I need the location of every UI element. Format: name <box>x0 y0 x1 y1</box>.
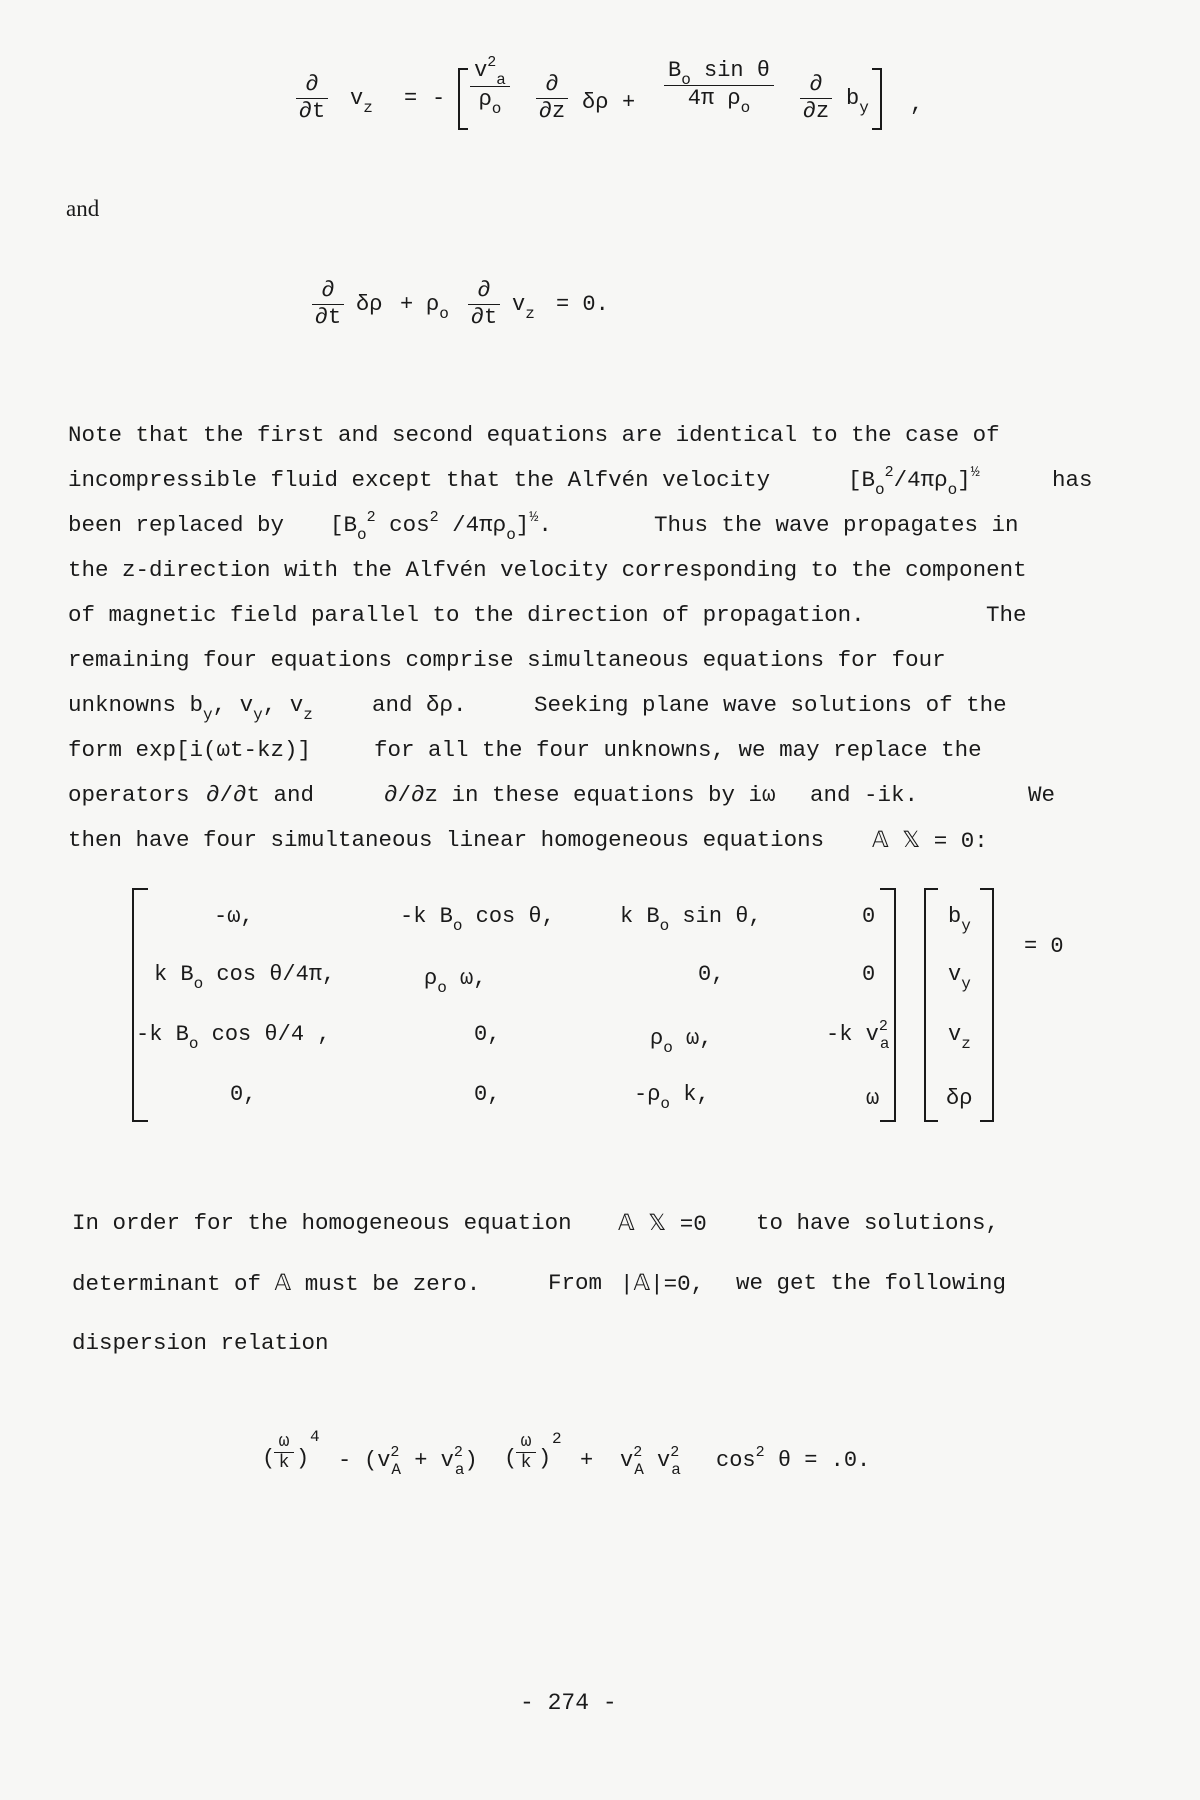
left-bracket <box>458 68 468 130</box>
omega-over-k-2: $\frac{\omega}{k}$ <box>516 1432 536 1473</box>
matrix-cell: 0, <box>474 1082 501 1107</box>
alfven-density-fraction: $\frac{v^2_a}{\rho_o}$ <box>470 58 510 114</box>
trailing-comma: , <box>910 92 924 117</box>
equals-zero: = 0. <box>556 292 609 317</box>
partial-z-fraction-2: ∂ ∂z <box>800 72 832 125</box>
vector-right-bracket <box>980 888 994 1122</box>
matrix-cell: -ω, <box>214 904 254 929</box>
alfven-product: $v^2_A$ $v^2_a$ <box>620 1444 681 1479</box>
matrix-cell: 0, <box>698 962 725 987</box>
field-by: $b_y$ <box>846 86 869 117</box>
right-bracket <box>872 68 882 130</box>
cos-squared-theta: $\cos^2 \theta = .0$. <box>716 1444 871 1473</box>
lhs-velocity: $v_z$ <box>350 86 373 117</box>
matrix-cell: k $B_o$ cos θ/4π, <box>154 962 336 993</box>
matrix-rhs: = 0 <box>1024 934 1064 959</box>
density-perturbation: δρ <box>582 90 609 115</box>
page-number: - 274 - <box>520 1690 617 1716</box>
matrix-cell: ω <box>866 1086 880 1111</box>
vector-entry: $v_y$ <box>948 962 971 993</box>
matrix-cell: $\rho_o$ ω, <box>424 966 487 997</box>
partial-t-fraction: ∂ ∂t <box>312 278 344 331</box>
vector-left-bracket <box>924 888 938 1122</box>
matrix-right-bracket <box>880 888 896 1122</box>
partial-t-fraction: ∂ ∂t <box>296 72 328 125</box>
equals-sign: = <box>404 86 418 111</box>
rho-zero: $\rho_o$ <box>426 292 449 323</box>
partial-t-fraction-2: ∂ ∂t <box>468 278 500 331</box>
matrix-cell: -k $v^2_a$ <box>826 1018 890 1053</box>
document-page: ∂ ∂t $v_z$ = - $\frac{v^2_a}{\rho_o}$ ∂ ∂z δρ + $\frac{B_o \sin \theta}{4\pi \rho_o}$ ∂ ∂z $b_y$ , and ∂ ∂t δρ + $\rho_o$ ∂ ∂t $v_z$ = 0. Note that the first and second equations are identical to the case of incompressible fluid except that the Alfvén velocity $[B_o^2/4\pi\rho_o]^{\frac{1}{2}}$ has been replaced by [$B_o^2$ $\cos^2 /4\pi\rho_o]^{\frac{1}{2}}$. Thus the wave propagates in the z-direction with the Alfvén velocity corresponding to the component of magnetic field parallel to the direction of propagation. The remaining four equations comprise simultaneous equations for four unknowns $b_y$, $v_y$, $v_z$ and δρ. Seeking plane wave solutions of the form exp[i(ωt-kz)] for all the four unknowns, we may replace the operators ∂/∂t and ∂/∂z in these equations by iω and -ik. We then have four simultaneous linear homogeneous equations 𝔸 𝕏 = 0: -ω, -k $B_o$ cos θ, k $B_o$ sin θ, 0 k $B_o$ cos θ/4π, $\rho_o$ ω, 0, 0 -k $B_o$ cos θ/4 , 0, $\rho_o$ ω, -k $v^2_a$ 0, 0, $-\rho_o$ k, ω $b_y$ $v_y$ $v_z$ δρ = 0 In order for the homogeneous equation 𝔸 𝕏 =0 to have solutions, determinant of 𝔸 must be zero. From |𝔸|=0, we get the following dispersion relation ( $\frac{\omega}{k}$ ) 4 - $(v^2_A + v^2_a)$ ( $\frac{\omega}{k}$ ) 2 + $v^2_A$ $v^2_a$ $\cos^2 \theta = .0$. - 274 - <box>66 54 1093 1716</box>
matrix-cell: 0 <box>862 962 876 987</box>
matrix-cell: k $B_o$ sin θ, <box>620 904 762 935</box>
matrix-cell: 0, <box>474 1022 501 1047</box>
vector-entry: $v_z$ <box>948 1022 971 1053</box>
matrix-cell: 0 <box>862 904 876 929</box>
partial-z-fraction: ∂ ∂z <box>536 72 568 125</box>
plus-sign: + <box>400 292 414 317</box>
vector-entry: $b_y$ <box>948 904 971 935</box>
field-sin-fraction: $\frac{B_o \sin \theta}{4\pi \rho_o}$ <box>664 58 774 113</box>
matrix-cell: $-\rho_o$ k, <box>634 1082 710 1113</box>
and-connector: and <box>66 196 100 221</box>
matrix-cell: 0, <box>230 1082 257 1107</box>
omega-over-k: $\frac{\omega}{k}$ <box>274 1432 294 1473</box>
matrix-cell: $\rho_o$ ω, <box>650 1026 713 1057</box>
matrix-left-bracket <box>132 888 148 1122</box>
matrix-cell: -k $B_o$ cos θ/4 , <box>136 1022 331 1053</box>
plus-sign: + <box>622 90 636 115</box>
minus-sign: - <box>432 86 446 111</box>
matrix-cell: -k $B_o$ cos θ, <box>400 904 555 935</box>
density-perturbation: δρ <box>356 292 383 317</box>
velocity-z: $v_z$ <box>512 292 535 323</box>
alfven-sum: $(v^2_A + v^2_a)$ <box>364 1444 478 1479</box>
vector-entry: δρ <box>946 1086 973 1111</box>
